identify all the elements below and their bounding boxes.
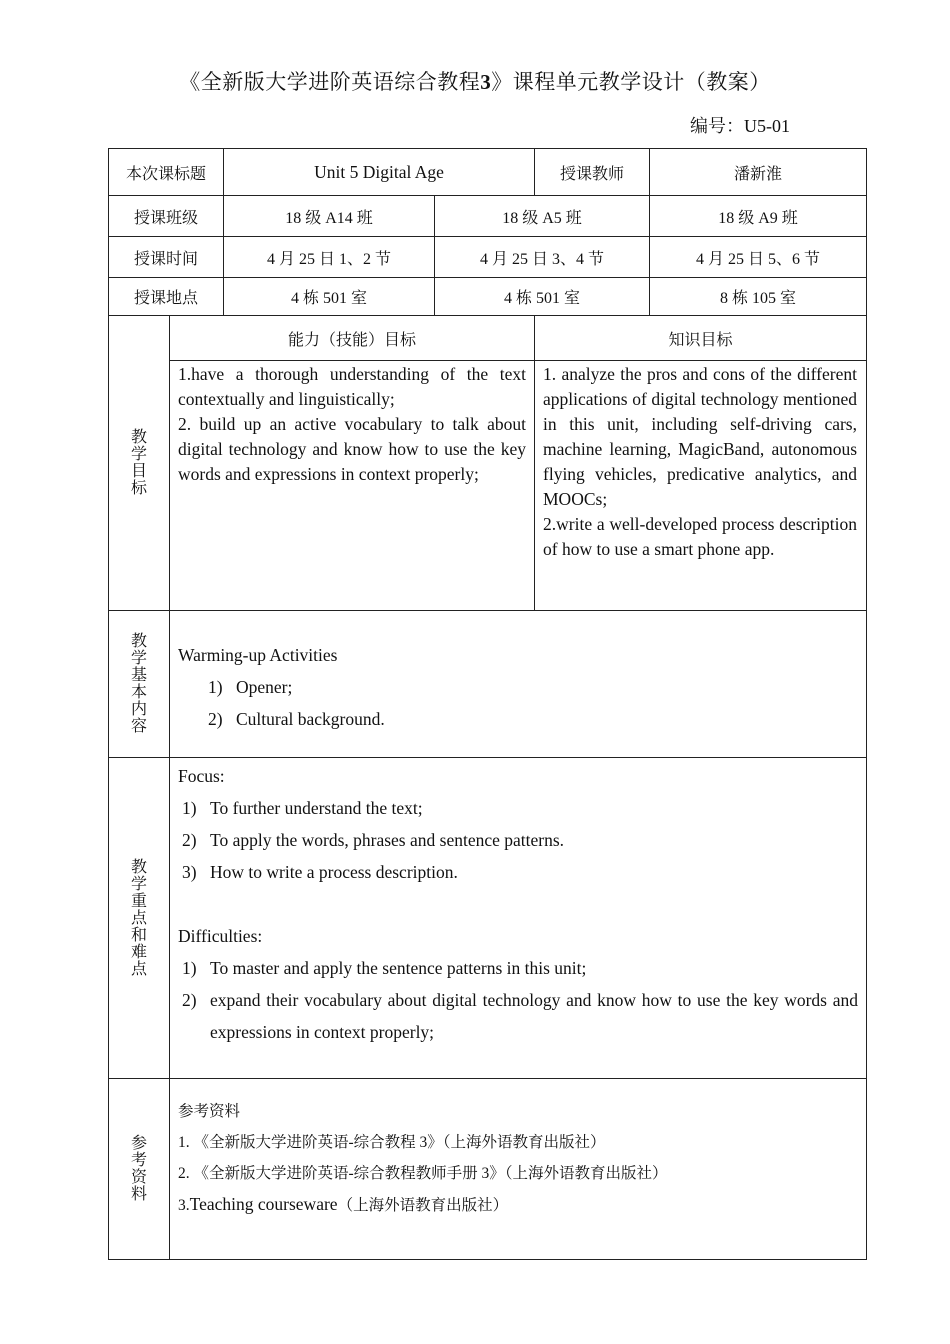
place-value: 4 栋 501 室 <box>503 290 580 307</box>
place-value: 8 栋 105 室 <box>719 290 796 307</box>
place-label: 授课地点 <box>133 290 198 307</box>
time-value: 4 月 25 日 3、4 节 <box>479 250 604 268</box>
focus-heading: Focus: <box>178 766 225 786</box>
page-title <box>0 66 950 96</box>
content-heading: Warming-up Activities <box>178 645 338 665</box>
time-label: 授课时间 <box>133 250 198 268</box>
time-value: 4 月 25 日 5、6 节 <box>695 250 820 268</box>
teacher-label: 授课教师 <box>559 165 624 183</box>
content-label: 教 学 基 本 内 容 <box>130 633 147 735</box>
knowledge-objectives-text: 1. analyze the pros and cons of the different applications of digital technology mentioned in this unit, including self-driving cars, machine learning, MagicBand, autonomous flying vehicles, predicative analytics, and MOOCs; 2.write a well-developed process description of how to use a smart phone app. <box>543 364 857 559</box>
references-heading: 参考资料 <box>178 1103 241 1120</box>
objectives-label: 教 学 目 标 <box>130 429 147 497</box>
class-label: 授课班级 <box>133 209 198 227</box>
list-item: 1. 《全新版大学进阶英语-综合教程 3》（上海外语教育出版社） <box>178 1134 606 1151</box>
teacher-value: 潘新淮 <box>733 165 782 183</box>
topic-value: Unit 5 Digital Age <box>314 161 444 182</box>
skill-objectives-text: 1.have a thorough understanding of the text contextually and linguistically; 2. build up an active vocabulary to talk about digital technology and know how to use the key words and expressions in context properly; <box>178 364 526 484</box>
list-item: 3) How to write a process description. <box>182 862 458 882</box>
document-code: 编号：U5-01 <box>690 116 790 136</box>
class-value: 18 级 A14 班 <box>285 209 373 227</box>
references-label: 参 考 资 料 <box>130 1135 147 1203</box>
list-item: 3.Teaching courseware（上海外语教育出版社） <box>178 1194 509 1214</box>
focus-label: 教 学 重 点 和 难 点 <box>130 858 147 978</box>
list-item: 2) Cultural background. <box>208 709 385 729</box>
class-value: 18 级 A5 班 <box>502 209 582 227</box>
list-item: 2) expand their vocabulary about digital technology and know how to use the key words and expressions in context properly; <box>182 990 858 1042</box>
content-body <box>178 639 858 735</box>
title-number: 3 <box>480 70 492 94</box>
knowledge-objectives-header: 知识目标 <box>668 331 733 349</box>
place-value: 4 栋 501 室 <box>290 290 367 307</box>
title-prefix: 《全新版大学进阶英语综合教程 <box>179 70 481 94</box>
list-item: 2. 《全新版大学进阶英语-综合教程教师手册 3》（上海外语教育出版社） <box>178 1165 668 1182</box>
focus-body <box>178 760 858 1048</box>
list-item: 1) Opener; <box>208 677 293 697</box>
title-suffix: 》课程单元教学设计（教案） <box>491 70 771 94</box>
class-value: 18 级 A9 班 <box>718 209 798 227</box>
list-item: 1) To further understand the text; <box>182 798 423 818</box>
list-item: 1) To master and apply the sentence patterns in this unit; <box>182 958 587 978</box>
difficulties-heading: Difficulties: <box>178 926 263 946</box>
skill-objectives-header: 能力（技能）目标 <box>287 331 416 349</box>
references-body <box>178 1096 858 1221</box>
topic-label: 本次课标题 <box>125 165 206 183</box>
time-value: 4 月 25 日 1、2 节 <box>266 250 391 268</box>
list-item: 2) To apply the words, phrases and sentence patterns. <box>182 830 565 850</box>
